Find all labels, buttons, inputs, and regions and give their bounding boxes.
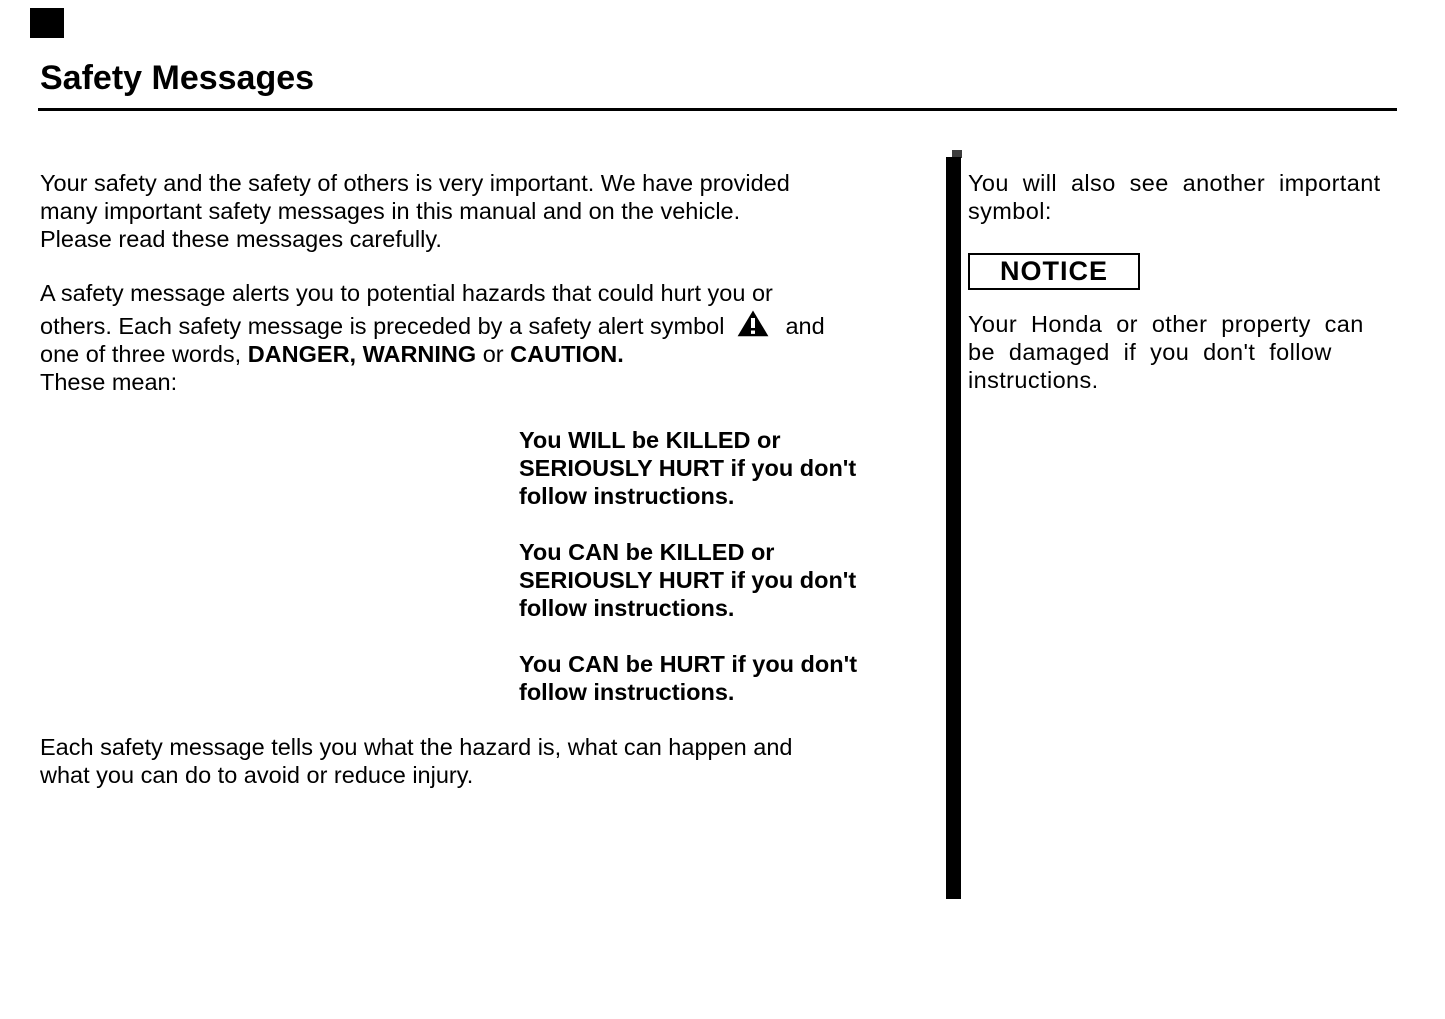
notice-label: NOTICE [999, 256, 1108, 286]
text-line: follow instructions. [519, 679, 735, 705]
text-line: many important safety messages in this manual and on the vehicle. [40, 198, 741, 224]
page-title: Safety Messages [40, 59, 315, 97]
text-line: You WILL be KILLED or [519, 427, 781, 453]
safety-alert-triangle-icon [737, 310, 769, 343]
notice-body-paragraph [968, 310, 1398, 394]
text-line: instructions. [968, 367, 1099, 393]
signal-word: DANGER, WARNING [247, 341, 477, 367]
caution-statement [519, 650, 925, 706]
plain-text: or [476, 341, 511, 367]
text-line-with-icon [40, 307, 925, 340]
text-line: follow instructions. [519, 483, 735, 509]
text-line: A safety message alerts you to potential hazards that could hurt you or [40, 280, 773, 306]
notice-box [968, 253, 1140, 290]
title-rule [38, 108, 1397, 111]
corner-mark [30, 8, 64, 38]
text-line: You will also see another important [968, 170, 1381, 196]
text-after-icon: and [785, 313, 825, 339]
text-line: Your safety and the safety of others is very important. We have provided [40, 170, 790, 196]
text-before-icon: others. Each safety message is preceded by a safety alert symbol [40, 313, 725, 339]
text-line: SERIOUSLY HURT if you don't [519, 455, 857, 481]
text-line: symbol: [968, 198, 1052, 224]
text-line-signal-words [40, 340, 925, 368]
column-divider-bar [946, 157, 961, 899]
warning-statement [519, 538, 925, 622]
text-line: what you can do to avoid or reduce injury. [40, 762, 474, 788]
text-line: SERIOUSLY HURT if you don't [519, 567, 857, 593]
text-line: You CAN be KILLED or [519, 539, 775, 565]
text-line: These mean: [40, 369, 178, 395]
right-column [968, 169, 1398, 394]
text-line: Your Honda or other property can [968, 311, 1364, 337]
signal-word-statements [519, 426, 925, 706]
text-line: Each safety message tells you what the hazard is, what can happen and [40, 734, 793, 760]
notice-intro-paragraph [968, 169, 1398, 225]
text-line: follow instructions. [519, 595, 735, 621]
alert-explanation-paragraph [40, 279, 925, 396]
signal-word: CAUTION. [510, 341, 624, 367]
plain-text: one of three words, [40, 341, 248, 367]
danger-statement [519, 426, 925, 510]
left-column [40, 169, 925, 789]
closing-paragraph [40, 733, 925, 789]
intro-paragraph [40, 169, 925, 253]
text-line: You CAN be HURT if you don't [519, 651, 858, 677]
text-line: be damaged if you don't follow [968, 339, 1332, 365]
text-line: Please read these messages carefully. [40, 226, 442, 252]
